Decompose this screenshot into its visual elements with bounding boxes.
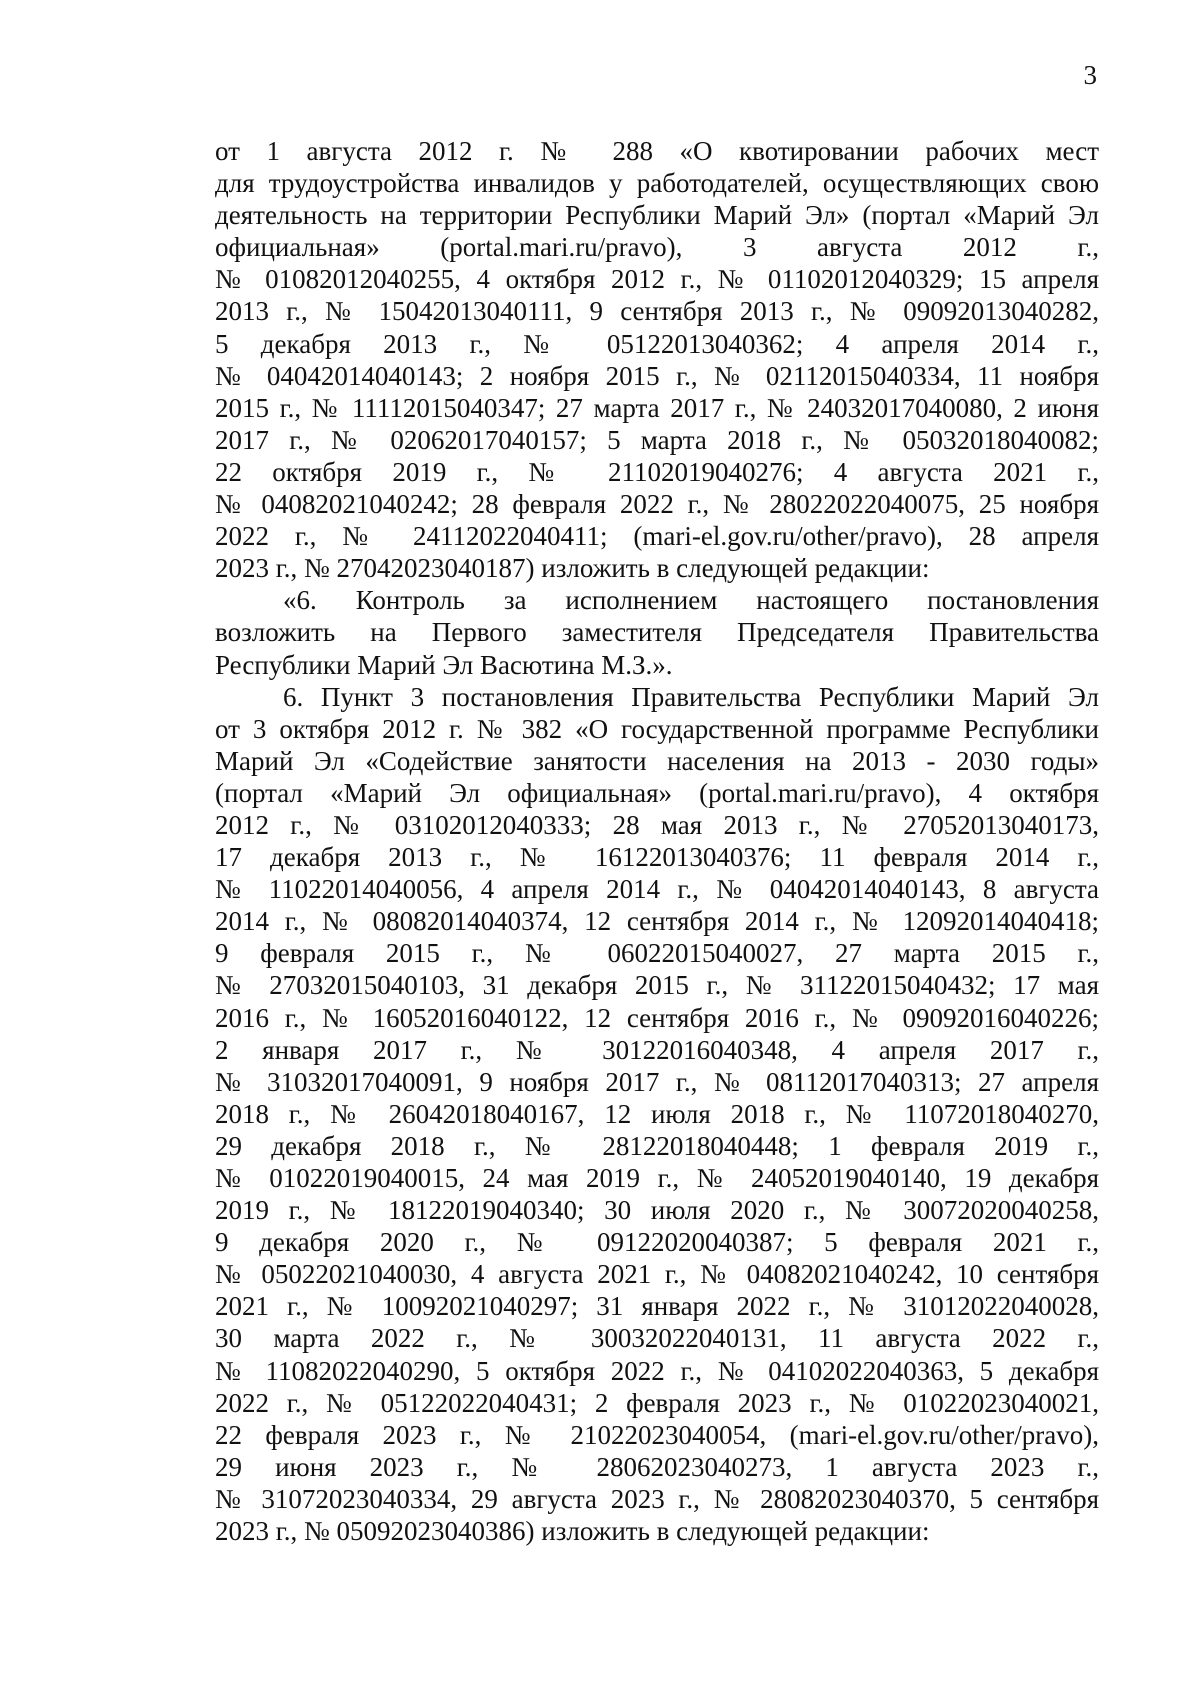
paragraph-quoted-clause-6 (215, 584, 1099, 680)
text-line: № 05022021040030, 4 августа 2021 г., № 04082021040242, 10 сентября (215, 1259, 1099, 1290)
text-line: 2016 г., № 16052016040122, 12 сентября 2016 г., № 09092016040226; (215, 1002, 1099, 1033)
text-line: 2015 г., № 11112015040347; 27 марта 2017 г., № 24032017040080, 2 июня (215, 392, 1099, 423)
text-line: для трудоустройства инвалидов у работодателей, осуществляющих свою (215, 168, 1099, 199)
text-line: № 01022019040015, 24 мая 2019 г., № 24052019040140, 19 декабря (215, 1163, 1099, 1193)
text-line: 2 января 2017 г., № 30122016040348, 4 апреля 2017 г., (215, 1034, 1099, 1065)
text-line: 29 июня 2023 г., № 28062023040273, 1 августа 2023 г., (215, 1451, 1099, 1482)
text-line: 2022 г., № 05122022040431; 2 февраля 2023 г., № 01022023040021, (215, 1387, 1099, 1418)
text-line: 5 декабря 2013 г., № 05122013040362; 4 апреля 2014 г., (215, 328, 1099, 359)
text-line: «6. Контроль за исполнением настоящего постановления (283, 585, 1099, 616)
text-line: от 3 октября 2012 г. № 382 «О государственной программе Республики (215, 713, 1099, 744)
text-line: № 04082021040242; 28 февраля 2022 г., № 28022022040075, 25 ноября (215, 489, 1099, 520)
text-line: от 1 августа 2012 г. № 288 «О квотировании рабочих мест (215, 136, 1099, 166)
paragraph-item-6-decree-382 (215, 681, 1099, 1548)
text-line: 2017 г., № 02062017040157; 5 марта 2018 г., № 05032018040082; (215, 424, 1099, 455)
document-body (215, 135, 1099, 1547)
text-line: № 31072023040334, 29 августа 2023 г., № 28082023040370, 5 сентября (215, 1483, 1099, 1514)
text-line: деятельность на территории Республики Марий Эл» (портал «Марий Эл (215, 200, 1099, 231)
text-line: 22 февраля 2023 г., № 21022023040054, (mari-el.gov.ru/other/pravo), (215, 1419, 1099, 1450)
text-line: 2013 г., № 15042013040111, 9 сентября 2013 г., № 09092013040282, (215, 296, 1099, 327)
text-line: Марий Эл «Содействие занятости населения на 2013 - 2030 годы» (215, 745, 1099, 776)
text-line: 17 декабря 2013 г., № 16122013040376; 11 февраля 2014 г., (215, 842, 1099, 873)
text-line: Республики Марий Эл Васютина М.З.». (215, 649, 673, 680)
text-line: 9 декабря 2020 г., № 09122020040387; 5 февраля 2021 г., (215, 1227, 1099, 1258)
text-line: № 01082012040255, 4 октября 2012 г., № 01102012040329; 15 апреля (215, 264, 1099, 295)
text-line: № 31032017040091, 9 ноября 2017 г., № 08112017040313; 27 апреля (215, 1066, 1099, 1097)
page-number: 3 (1083, 60, 1097, 90)
text-line: 2022 г., № 24112022040411; (mari-el.gov.ru/other/pravo), 28 апреля (215, 521, 1099, 552)
text-line: 29 декабря 2018 г., № 28122018040448; 1 февраля 2019 г., (215, 1130, 1099, 1161)
text-line: № 11082022040290, 5 октября 2022 г., № 04102022040363, 5 декабря (215, 1355, 1099, 1386)
text-line: № 11022014040056, 4 апреля 2014 г., № 04042014040143, 8 августа (215, 874, 1099, 905)
text-line: № 27032015040103, 31 декабря 2015 г., № 31122015040432; 17 мая (215, 970, 1099, 1001)
text-line: 2014 г., № 08082014040374, 12 сентября 2014 г., № 12092014040418; (215, 906, 1099, 937)
text-line: 2018 г., № 26042018040167, 12 июля 2018 г., № 11072018040270, (215, 1098, 1099, 1129)
text-line: 2023 г., № 27042023040187) изложить в следующей редакции: (215, 553, 930, 584)
text-line: 9 февраля 2015 г., № 06022015040027, 27 марта 2015 г., (215, 938, 1099, 969)
text-line: 2023 г., № 05092023040386) изложить в следующей редакции: (215, 1516, 930, 1547)
text-line: 30 марта 2022 г., № 30032022040131, 11 августа 2022 г., (215, 1323, 1099, 1354)
text-line: (портал «Марий Эл официальная» (portal.mari.ru/pravo), 4 октября (215, 777, 1099, 808)
text-line: официальная» (portal.mari.ru/pravo), 3 августа 2012 г., (215, 232, 1099, 263)
text-line: № 04042014040143; 2 ноября 2015 г., № 02112015040334, 11 ноября (215, 360, 1099, 391)
text-line: 22 октября 2019 г., № 21102019040276; 4 августа 2021 г., (215, 456, 1099, 487)
text-line: 2021 г., № 10092021040297; 31 января 2022 г., № 31012022040028, (215, 1291, 1099, 1322)
text-line: 6. Пункт 3 постановления Правительства Республики Марий Эл (283, 681, 1099, 712)
text-line: 2019 г., № 18122019040340; 30 июля 2020 г., № 30072020040258, (215, 1195, 1099, 1226)
text-line: 2012 г., № 03102012040333; 28 мая 2013 г., № 27052013040173, (215, 809, 1099, 840)
paragraph-amendment-decree-288 (215, 135, 1099, 584)
text-line: возложить на Первого заместителя Председателя Правительства (215, 617, 1099, 648)
